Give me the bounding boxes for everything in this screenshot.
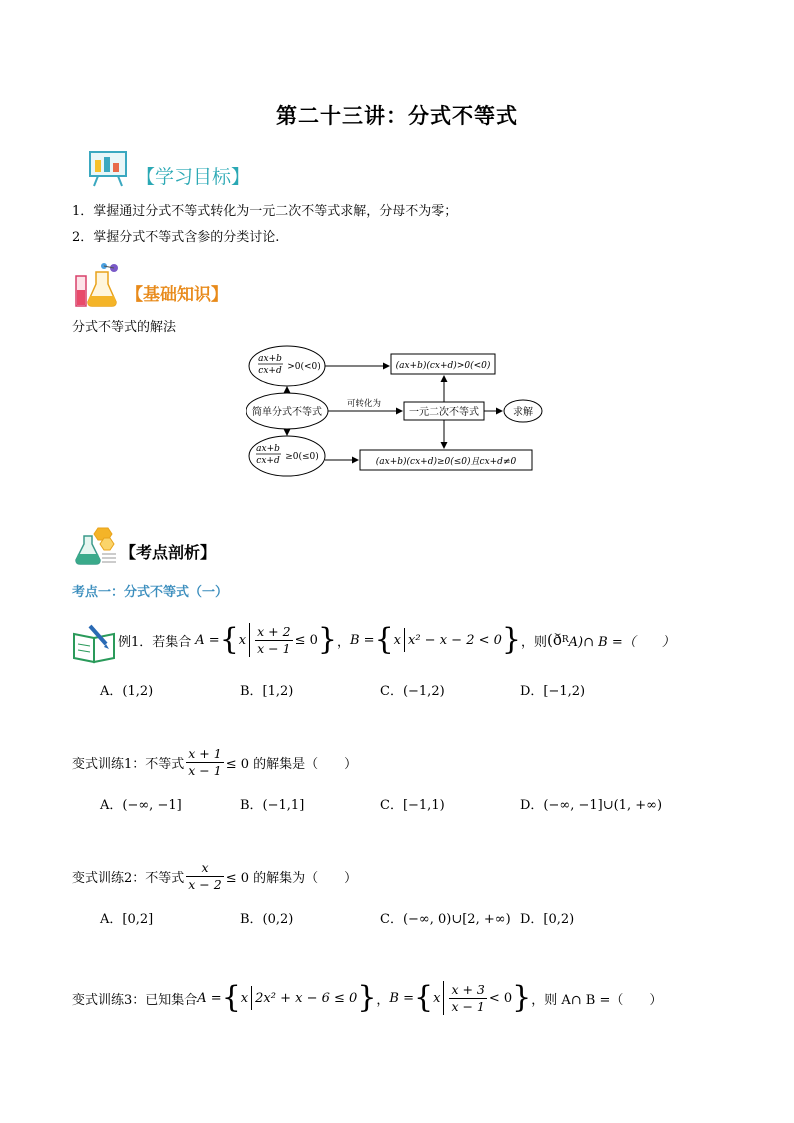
analysis-heading: 【考点剖析】 [120,543,217,562]
lab-flask-icon [72,524,118,566]
variant-1-option-c[interactable]: C．[−1,1) [380,798,445,813]
flow-bot-num: ax+b [256,444,280,454]
flow-box-top-label: (ax+b)(cx+d)>0(<0) [395,361,491,371]
example-1-A-eq: A = [195,632,220,648]
variant-3-B-eq: B = [389,990,414,1006]
variant-2-option-b[interactable]: B．(0,2) [240,912,294,927]
set-right-brace: } [512,980,532,1015]
example-1-expr2: A)∩ B =（ ） [568,634,675,650]
open-book-pen-icon [72,622,118,664]
set-right-brace: } [501,622,521,657]
flow-arrow-label: 可转化为 [346,399,382,409]
example-1-option-a[interactable]: A．(1,2) [100,684,154,699]
variant-3-label: 变式训练3：已知集合 [72,992,198,1008]
variant-3-B-fraction [449,982,486,1015]
example-1-A-num: x + 2 [257,623,291,639]
set-right-brace: } [357,980,377,1015]
fraction-inequality-flowchart [246,344,546,480]
variant-1-option-b[interactable]: B．(−1,1] [240,798,305,813]
variant-2-fraction [186,860,223,893]
flow-box-bot-label: (ax+b)(cx+d)≥0(≤0)且cx+d≠0 [375,457,517,467]
example-1-option-b[interactable]: B．[1,2) [240,684,294,699]
variant-3-stem [72,978,662,1018]
example-1-option-d[interactable]: D．[−1,2) [520,684,586,699]
example-1-expr-sub: R [561,635,569,645]
set-separator [404,628,405,652]
variant-2-label: 变式训练2：不等式 [72,870,185,886]
variant-3-B-num: x + 3 [451,981,485,997]
example-1-B-var: x [393,632,401,648]
example-1-A-fraction [255,624,292,657]
variant-2-num: x [186,860,223,877]
example-1-A-rel: ≤ 0 [294,632,318,648]
flow-top-num: ax+b [258,354,282,364]
variant-2-tail: ≤ 0 的解集为（ ） [225,870,358,886]
variant-3-B-rel: < 0 [488,990,513,1006]
flow-bot-den: cx+d [256,456,280,466]
flow-top-den: cx+d [258,366,282,376]
variant-2-option-d[interactable]: D．[0,2) [520,912,575,927]
basics-intro: 分式不等式的解法 [72,320,177,335]
example-1-comma: ， [336,634,350,650]
variant-1-stem [72,742,357,782]
set-separator [251,986,252,1010]
set-left-brace: { [221,980,241,1015]
variant-3-comma: ， [376,992,390,1008]
example-1-expr: (ð [547,631,562,649]
variant-1-fraction [186,746,223,779]
example-1-stem [118,620,675,660]
basics-heading: 【基础知识】 [126,285,228,305]
variant-1-num: x + 1 [188,745,222,761]
variant-2-option-a[interactable]: A．[0,2] [100,912,154,927]
flow-solve-label: 求解 [513,407,533,418]
goals-heading: 【学习目标】 [136,166,251,188]
set-left-brace: { [374,622,394,657]
kaodian-1-heading: 考点一：分式不等式（一） [72,585,229,600]
variant-2-den: x − 2 [188,876,222,892]
set-left-brace: { [414,980,434,1015]
variant-3-B-var: x [433,990,441,1006]
set-left-brace: { [219,622,239,657]
example-1-B-cond: x² − x − 2 < 0 [408,632,502,648]
chemistry-flask-icon [74,262,126,308]
page-title: 第二十三讲：分式不等式 [276,103,518,128]
variant-1-label: 变式训练1：不等式 [72,756,185,772]
example-1-label: 例1．若集合 [118,634,192,650]
variant-3-tail: ，则 A∩ B =（ ） [531,992,663,1008]
goal-item-1: 1．掌握通过分式不等式转化为一元二次不等式求解，分母不为零； [72,204,458,219]
variant-2-option-c[interactable]: C．(−∞, 0)∪[2, +∞) [380,912,511,927]
variant-3-A-var: x [240,990,249,1006]
variant-1-option-a[interactable]: A．(−∞, −1] [100,798,182,813]
variant-1-tail: ≤ 0 的解集是（ ） [225,756,358,772]
example-1-B-eq: B = [349,632,375,648]
example-1-A-den: x − 1 [257,640,291,656]
set-right-brace: } [317,622,337,657]
set-separator [249,623,250,657]
example-1-option-c[interactable]: C．(−1,2) [380,684,445,699]
flow-mid-label: 简单分式不等式 [252,407,322,418]
example-1-tail: ，则 [520,634,547,650]
variant-3-B-den: x − 1 [451,998,485,1014]
teaching-board-icon [86,148,132,188]
flow-top-rel: >0(<0) [287,362,321,372]
flow-box-mid-label: 一元二次不等式 [409,407,479,418]
variant-3-A-eq: A = [197,990,222,1006]
variant-1-option-d[interactable]: D．(−∞, −1]∪(1, +∞) [520,798,663,813]
variant-3-A-cond: 2x² + x − 6 ≤ 0 [255,990,358,1006]
flow-bot-rel: ≥0(≤0) [285,452,319,462]
set-separator [443,981,444,1015]
variant-1-den: x − 1 [188,762,222,778]
goal-item-2: 2．掌握分式不等式含参的分类讨论. [72,230,280,245]
variant-2-stem [72,856,357,896]
example-1-A-var: x [238,632,247,648]
